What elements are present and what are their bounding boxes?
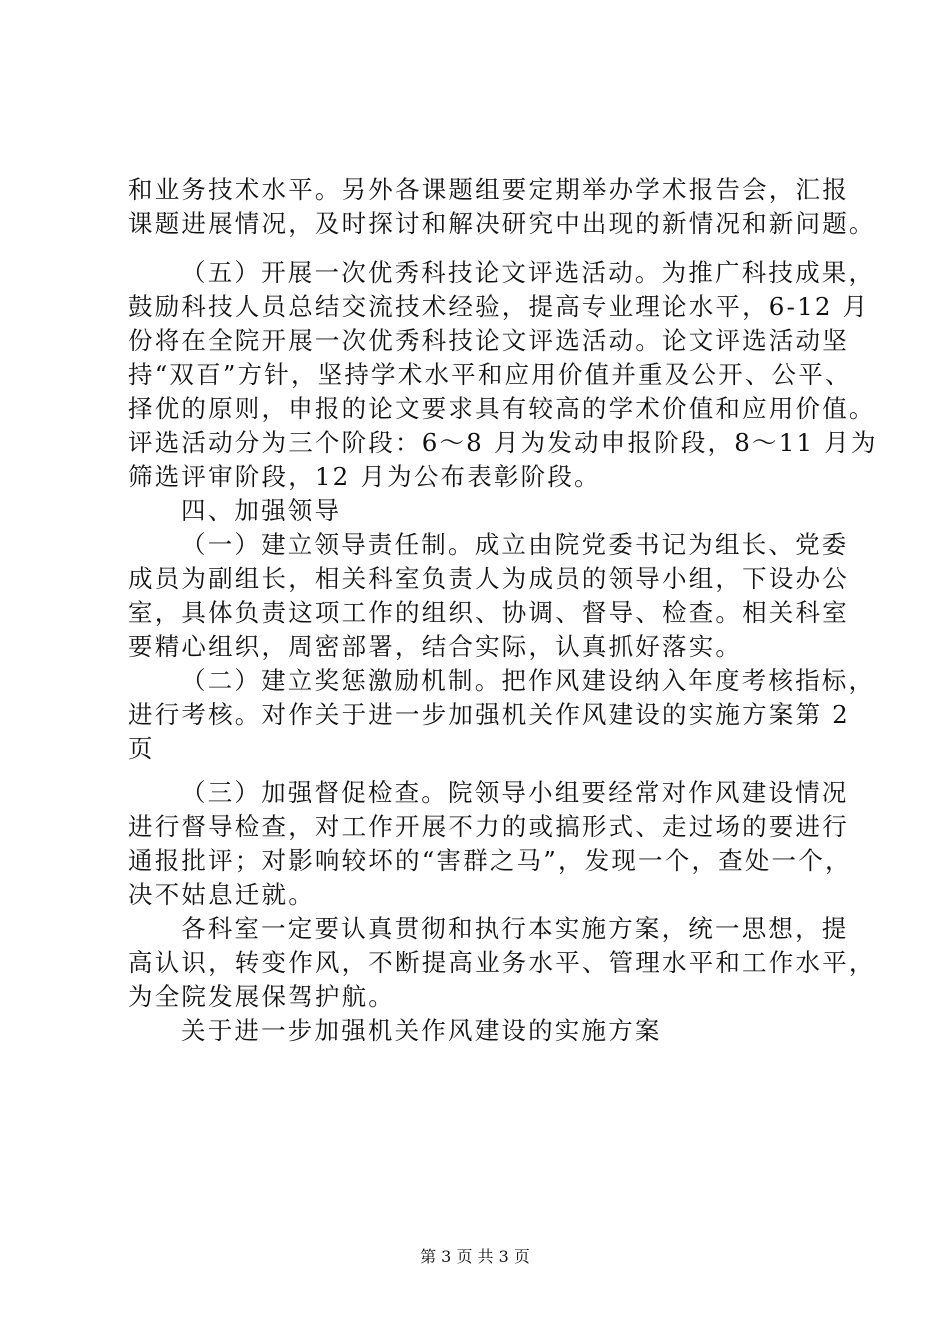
text-line: 评选活动分为三个阶段：6～8 月为发动申报阶段，8～11 月为	[128, 428, 878, 457]
text-line: 成员为副组长，相关科室负责人为成员的领导小组，下设办公	[128, 564, 849, 593]
text-line: 高认识，转变作风，不断提高业务水平、管理水平和工作水平，	[128, 948, 876, 977]
text-line: 进行督导检查，对工作开展不力的或搞形式、走过场的要进行	[128, 812, 849, 841]
text-line: 进行考核。对作关于进一步加强机关作风建设的实施方案第 2	[128, 700, 850, 729]
text-line: 要精心组织，周密部署，结合实际，认真抓好落实。	[128, 632, 743, 661]
text-line: 持“双百”方针，坚持学术水平和应用价值并重及公开、公平、	[128, 360, 852, 389]
text-line: 和业务技术水平。另外各课题组要定期举办学术报告会，汇报	[128, 175, 849, 204]
text-line: 各科室一定要认真贯彻和执行本实施方案，统一思想，提	[181, 914, 849, 943]
text-line: 室，具体负责这项工作的组织、协调、督导、检查。相关科室	[128, 598, 849, 627]
text-line: 筛选评审阶段，12 月为公布表彰阶段。	[128, 462, 601, 491]
text-line: （五）开展一次优秀科技论文评选活动。为推广科技成果，	[181, 258, 876, 287]
page-footer: 第 3 页 共 3 页	[420, 1247, 530, 1266]
text-line: 择优的原则，申报的论文要求具有较高的学术价值和应用价值。	[128, 394, 876, 423]
text-line: （一）建立领导责任制。成立由院党委书记为组长、党委	[181, 530, 849, 559]
text-line: 鼓励科技人员总结交流技术经验，提高专业理论水平，6-12 月	[128, 292, 870, 321]
section-heading: 四、加强领导	[181, 496, 342, 525]
text-line: 份将在全院开展一次优秀科技论文评选活动。论文评选活动坚	[128, 326, 849, 355]
text-line: （三）加强督促检查。院领导小组要经常对作风建设情况	[181, 778, 849, 807]
text-line: 页	[128, 734, 155, 763]
text-line: 为全院发展保驾护航。	[128, 982, 395, 1011]
text-line: 决不姑息迁就。	[128, 880, 315, 909]
text-line: 通报批评；对影响较坏的“害群之马”，发现一个，查处一个，	[128, 846, 852, 875]
document-title-line: 关于进一步加强机关作风建设的实施方案	[181, 1016, 662, 1045]
text-line: （二）建立奖惩激励机制。把作风建设纳入年度考核指标，	[181, 666, 876, 695]
text-line: 课题进展情况，及时探讨和解决研究中出现的新情况和新问题。	[128, 209, 876, 238]
